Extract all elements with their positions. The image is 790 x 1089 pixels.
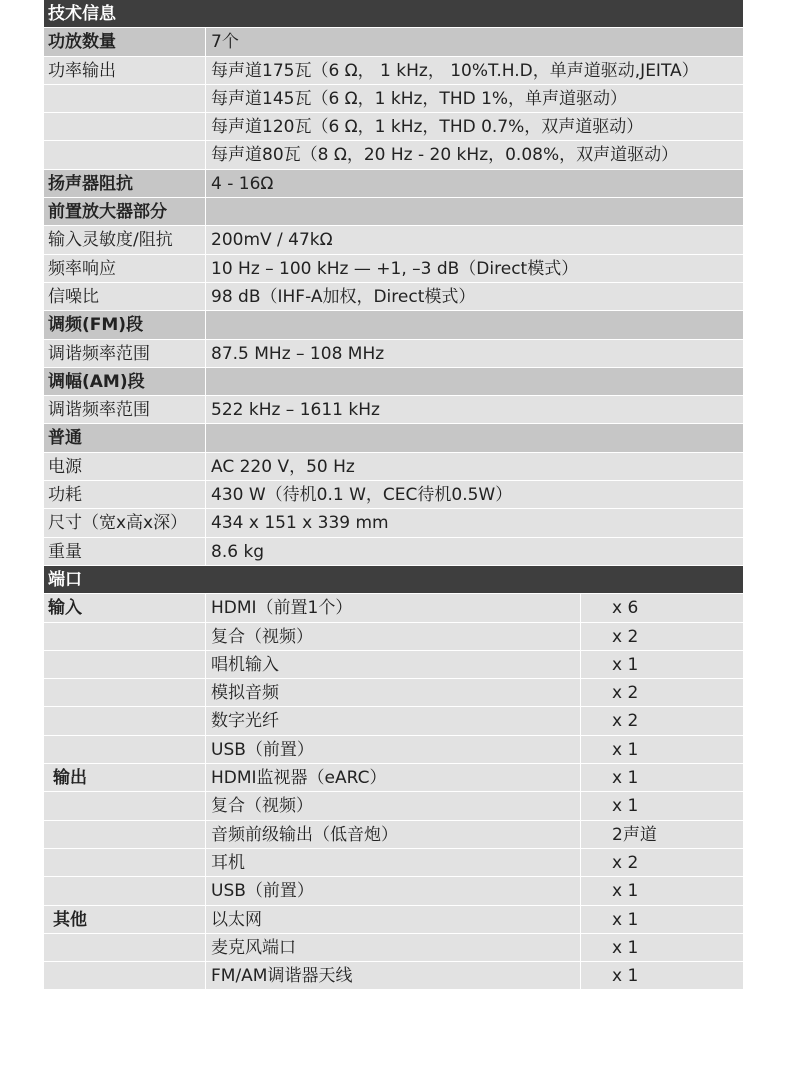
spec-row xyxy=(44,424,743,452)
spec-label xyxy=(44,141,206,168)
port-row xyxy=(44,792,743,820)
port-row xyxy=(44,736,743,764)
spec-row xyxy=(44,170,743,198)
port-item: USB（前置） xyxy=(206,877,581,904)
port-row xyxy=(44,934,743,962)
spec-row xyxy=(44,198,743,226)
spec-label: 调谐频率范围 xyxy=(44,340,206,367)
port-qty: x 1 xyxy=(581,651,743,678)
port-qty: x 6 xyxy=(581,594,743,621)
port-row xyxy=(44,764,743,792)
spec-value: 8.6 kg xyxy=(206,538,743,565)
port-qty: x 1 xyxy=(581,934,743,961)
port-qty: x 2 xyxy=(581,849,743,876)
port-group xyxy=(44,849,206,876)
ports-table xyxy=(44,594,743,990)
spec-value xyxy=(206,424,743,451)
port-group: 输入 xyxy=(44,594,206,621)
spec-row xyxy=(44,28,743,56)
spec-sheet xyxy=(44,0,743,990)
spec-label xyxy=(44,113,206,140)
spec-row xyxy=(44,311,743,339)
port-qty: x 1 xyxy=(581,877,743,904)
spec-value: AC 220 V，50 Hz xyxy=(206,453,743,480)
spec-value: 每声道175瓦（6 Ω， 1 kHz， 10%T.H.D，单声道驱动,JEITA） xyxy=(206,57,743,84)
port-item: 复合（视频） xyxy=(206,623,581,650)
port-group xyxy=(44,736,206,763)
spec-label: 输入灵敏度/阻抗 xyxy=(44,226,206,253)
spec-row xyxy=(44,141,743,169)
port-group xyxy=(44,679,206,706)
spec-table xyxy=(44,28,743,566)
spec-label: 调谐频率范围 xyxy=(44,396,206,423)
port-item: 数字光纤 xyxy=(206,707,581,734)
port-item: HDMI（前置1个） xyxy=(206,594,581,621)
spec-value: 7个 xyxy=(206,28,743,55)
port-item: 以太网 xyxy=(206,906,581,933)
port-row xyxy=(44,877,743,905)
spec-label xyxy=(44,85,206,112)
spec-label: 电源 xyxy=(44,453,206,480)
port-item: HDMI监视器（eARC） xyxy=(206,764,581,791)
spec-value: 430 W（待机0.1 W，CEC待机0.5W） xyxy=(206,481,743,508)
spec-row xyxy=(44,85,743,113)
port-group xyxy=(44,707,206,734)
port-group xyxy=(44,934,206,961)
port-item: USB（前置） xyxy=(206,736,581,763)
spec-label: 频率响应 xyxy=(44,255,206,282)
port-qty: x 1 xyxy=(581,792,743,819)
port-group xyxy=(44,877,206,904)
port-qty: x 1 xyxy=(581,962,743,989)
port-row xyxy=(44,679,743,707)
spec-row xyxy=(44,396,743,424)
port-item: 唱机输入 xyxy=(206,651,581,678)
spec-label: 前置放大器部分 xyxy=(44,198,206,225)
spec-label: 尺寸（宽x高x深） xyxy=(44,509,206,536)
port-group xyxy=(44,623,206,650)
port-item: FM/AM调谐器天线 xyxy=(206,962,581,989)
port-item: 耳机 xyxy=(206,849,581,876)
port-qty: x 1 xyxy=(581,736,743,763)
spec-row xyxy=(44,481,743,509)
port-group xyxy=(44,821,206,848)
spec-label: 功耗 xyxy=(44,481,206,508)
spec-row xyxy=(44,57,743,85)
spec-value: 4 - 16Ω xyxy=(206,170,743,197)
spec-value xyxy=(206,311,743,338)
spec-value: 200mV / 47kΩ xyxy=(206,226,743,253)
port-row xyxy=(44,594,743,622)
port-item: 麦克风端口 xyxy=(206,934,581,961)
spec-row xyxy=(44,226,743,254)
port-item: 模拟音频 xyxy=(206,679,581,706)
port-group xyxy=(44,962,206,989)
port-row xyxy=(44,962,743,990)
spec-label: 功放数量 xyxy=(44,28,206,55)
port-row xyxy=(44,707,743,735)
spec-row xyxy=(44,509,743,537)
port-item: 音频前级输出（低音炮） xyxy=(206,821,581,848)
spec-label: 扬声器阻抗 xyxy=(44,170,206,197)
port-row xyxy=(44,906,743,934)
spec-row xyxy=(44,113,743,141)
port-qty: x 2 xyxy=(581,707,743,734)
spec-row xyxy=(44,538,743,566)
port-row xyxy=(44,623,743,651)
spec-row xyxy=(44,453,743,481)
port-group: 输出 xyxy=(44,764,206,791)
spec-label: 信噪比 xyxy=(44,283,206,310)
spec-value: 10 Hz – 100 kHz — +1, –3 dB（Direct模式） xyxy=(206,255,743,282)
spec-label: 普通 xyxy=(44,424,206,451)
port-item: 复合（视频） xyxy=(206,792,581,819)
port-qty: 2声道 xyxy=(581,821,743,848)
spec-row xyxy=(44,255,743,283)
spec-label: 功率输出 xyxy=(44,57,206,84)
port-row xyxy=(44,849,743,877)
spec-value: 434 x 151 x 339 mm xyxy=(206,509,743,536)
section-header-tech-info: 技术信息 xyxy=(44,0,743,28)
port-qty: x 1 xyxy=(581,906,743,933)
spec-value: 522 kHz – 1611 kHz xyxy=(206,396,743,423)
port-row xyxy=(44,651,743,679)
spec-row xyxy=(44,368,743,396)
port-group: 其他 xyxy=(44,906,206,933)
port-group xyxy=(44,651,206,678)
port-qty: x 1 xyxy=(581,764,743,791)
spec-value: 每声道145瓦（6 Ω，1 kHz，THD 1%，单声道驱动） xyxy=(206,85,743,112)
spec-label: 调幅(AM)段 xyxy=(44,368,206,395)
spec-label: 重量 xyxy=(44,538,206,565)
port-qty: x 2 xyxy=(581,623,743,650)
spec-label: 调频(FM)段 xyxy=(44,311,206,338)
port-group xyxy=(44,792,206,819)
spec-value: 87.5 MHz – 108 MHz xyxy=(206,340,743,367)
section-header-ports: 端口 xyxy=(44,566,743,594)
spec-value: 每声道80瓦（8 Ω，20 Hz - 20 kHz，0.08%，双声道驱动） xyxy=(206,141,743,168)
spec-value: 98 dB（IHF-A加权，Direct模式） xyxy=(206,283,743,310)
port-qty: x 2 xyxy=(581,679,743,706)
spec-row xyxy=(44,340,743,368)
spec-value xyxy=(206,368,743,395)
spec-row xyxy=(44,283,743,311)
spec-value xyxy=(206,198,743,225)
spec-value: 每声道120瓦（6 Ω，1 kHz，THD 0.7%，双声道驱动） xyxy=(206,113,743,140)
port-row xyxy=(44,821,743,849)
